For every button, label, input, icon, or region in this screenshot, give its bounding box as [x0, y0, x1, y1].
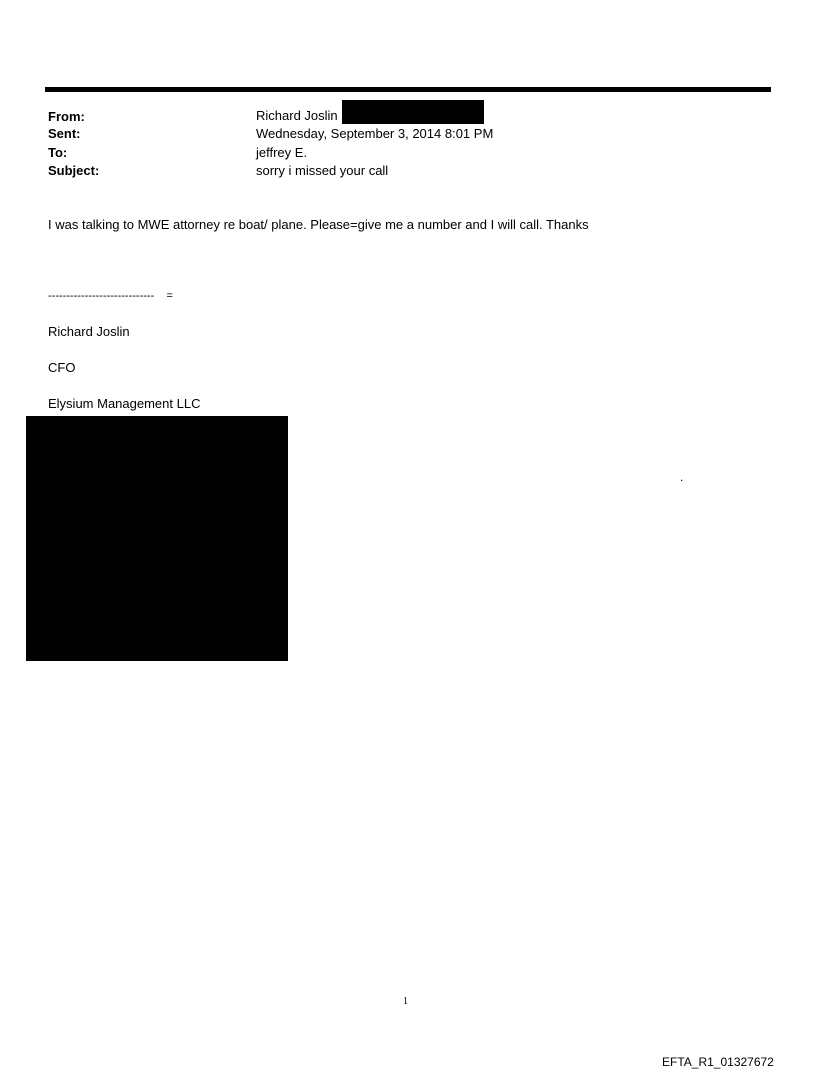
sent-value: Wednesday, September 3, 2014 8:01 PM — [256, 126, 494, 141]
sent-label: Sent: — [48, 126, 81, 141]
to-value: jeffrey E. — [256, 145, 308, 160]
signature-company: Elysium Management LLC — [48, 396, 201, 411]
signature-name: Richard Joslin — [48, 324, 130, 339]
from-value: Richard Joslin — [256, 108, 338, 123]
from-label: From: — [48, 109, 85, 124]
redaction-box-email — [342, 100, 484, 124]
subject-value: sorry i missed your call — [256, 163, 389, 178]
header-rule — [45, 87, 771, 92]
message-body: I was talking to MWE attorney re boat/ plane. Please=give me a number and I will call. Thanks — [48, 217, 589, 232]
to-label: To: — [48, 145, 68, 160]
subject-label: Subject: — [48, 163, 100, 178]
signature-title: CFO — [48, 360, 76, 375]
signature-separator: ----------------------------- = — [48, 290, 173, 302]
bates-number: EFTA_R1_01327672 — [662, 1055, 774, 1069]
redaction-box-signature — [26, 416, 288, 661]
stray-mark: . — [680, 470, 684, 484]
page-number: 1 — [403, 996, 408, 1007]
